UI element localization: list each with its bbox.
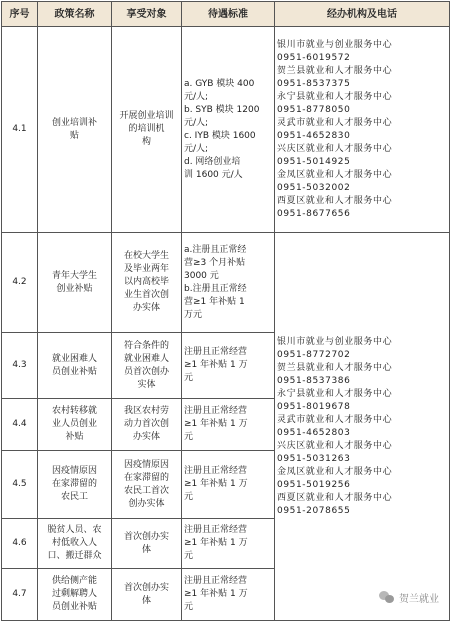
header-standard: 待遇标准 [182, 2, 275, 27]
office-contacts-shared-line: 0951-2078655 [277, 505, 351, 516]
target-group-line: 以内高校毕 [123, 277, 169, 287]
wechat-icon [379, 591, 395, 604]
policy-name [38, 569, 112, 621]
policy-name-line: 农民工 [60, 492, 88, 502]
row-number: 4.5 [2, 451, 38, 519]
header-no: 序号 [2, 2, 38, 27]
target-group-line: 开展创业培训 [119, 111, 174, 121]
office-contacts-shared-line: 0951-5031263 [277, 453, 351, 464]
subsidy-standard [182, 333, 275, 399]
subsidy-standard [182, 451, 275, 519]
target-group-line: 业生首次创 [123, 290, 169, 300]
policy-name-line: 业人员创业 [51, 419, 97, 429]
subsidy-standard-line: 3000 元 [184, 270, 219, 281]
target-group [112, 569, 182, 621]
office-contacts-line: 永宁县就业和人才服务中心 [277, 91, 393, 102]
target-group-line: 首次创办实 [123, 531, 169, 542]
office-contacts-line: 0951-8537375 [277, 78, 351, 89]
target-group-line: 及毕业两年 [123, 264, 169, 274]
target-group-line: 符合条件的 [123, 340, 169, 351]
office-contacts-shared-line: 银川市就业与创业服务中心 [277, 336, 393, 347]
subsidy-standard-line: b.注册且正常经 [184, 283, 247, 294]
office-contacts-line: 银川市就业与创业服务中心 [277, 39, 393, 50]
header-target: 享受对象 [112, 2, 182, 27]
target-group-line: 动力首次创 [123, 419, 169, 429]
subsidy-standard-line: 营≥3 个月补贴 [184, 257, 246, 268]
subsidy-standard-line: 元/人; [184, 143, 209, 154]
row-number: 4.7 [2, 569, 38, 621]
watermark [379, 590, 439, 605]
table-header-row [2, 2, 450, 27]
policy-name [38, 27, 112, 233]
target-group-line: 在校大学生 [123, 251, 169, 261]
target-group-line: 我区农村劳 [123, 406, 169, 416]
target-group-line: 员首次创办 [123, 366, 169, 377]
target-group-line: 实体 [137, 379, 156, 390]
policy-name-line: 就业困难人 [51, 353, 97, 364]
subsidy-standard-line: 元/人; [184, 91, 209, 102]
policy-name-line: 员创业补贴 [51, 602, 97, 612]
target-group [112, 27, 182, 233]
subsidy-standard-line: a.注册且正常经 [184, 244, 247, 255]
subsidy-standard [182, 399, 275, 451]
policy-name-line: 农村转移就 [51, 406, 97, 416]
office-contacts [275, 27, 450, 233]
subsidy-standard-line: 元 [184, 492, 194, 502]
office-contacts-line: 灵武市就业和人才服务中心 [277, 117, 393, 128]
target-group-line: 在家滞留的 [123, 472, 169, 483]
watermark-text: 贺兰就业 [399, 594, 439, 605]
target-group [112, 519, 182, 569]
office-contacts-shared-line: 0951-4652803 [277, 427, 351, 438]
target-group-line: 就业困难人 [123, 353, 169, 364]
policy-name [38, 451, 112, 519]
office-contacts-line: 贺兰县就业和人才服务中心 [277, 65, 393, 76]
office-contacts-shared-line: 金凤区就业和人才服务中心 [277, 466, 393, 477]
target-group-line: 首次创办实 [123, 582, 169, 593]
header-office: 经办机构及电话 [275, 2, 450, 27]
office-contacts-line: 0951-5014925 [277, 156, 351, 167]
policy-name-line: 村低收入人 [51, 538, 97, 548]
subsidy-standard-line: 元 [184, 373, 194, 383]
office-contacts-shared-line: 0951-8019678 [277, 401, 351, 412]
office-contacts-line: 0951-4652830 [277, 130, 351, 141]
policy-name [38, 399, 112, 451]
policy-name-line: 供给侧产能 [51, 576, 97, 586]
subsidy-standard-line: 元/人; [184, 117, 209, 128]
row-number: 4.2 [2, 233, 38, 333]
table-row [2, 233, 450, 333]
office-contacts-line: 0951-8677656 [277, 208, 351, 219]
policy-name-line: 创业培训补 [51, 117, 97, 128]
office-contacts-shared [275, 233, 450, 621]
subsidy-standard-line: 注册且正常经营 [184, 406, 248, 416]
office-contacts-line: 0951-5032002 [277, 182, 351, 193]
target-group [112, 399, 182, 451]
subsidy-standard-line: 元 [184, 432, 194, 442]
subsidy-standard [182, 27, 275, 233]
target-group-line: 农民工首次 [123, 485, 169, 496]
target-group-line: 办实体 [132, 432, 160, 442]
policy-name [38, 333, 112, 399]
row-number: 4.4 [2, 399, 38, 451]
policy-name-line: 员创业补贴 [51, 366, 97, 377]
table-row [2, 27, 450, 233]
target-group-line: 创办实体 [128, 498, 165, 509]
subsidy-standard-line: d. 网络创业培 [184, 156, 241, 167]
target-group-line: 体 [141, 595, 151, 606]
policy-name-line: 脱贫人员、农 [47, 525, 102, 535]
subsidy-standard [182, 569, 275, 621]
office-contacts-line: 兴庆区就业和人才服务中心 [277, 143, 393, 154]
office-contacts-shared-line: 0951-8772702 [277, 349, 351, 360]
target-group-line: 因疫情原因 [123, 459, 169, 470]
policy-name [38, 519, 112, 569]
target-group [112, 451, 182, 519]
subsidy-standard-line: 万元 [184, 309, 203, 320]
subsidy-standard-line: 训 1600 元/人 [184, 169, 243, 180]
subsidy-standard-line: 注册且正常经营 [184, 576, 248, 586]
policy-name-line: 在家滞留的 [51, 479, 97, 489]
office-contacts-shared-line: 0951-8537386 [277, 375, 351, 386]
office-contacts-line: 0951-6019572 [277, 52, 351, 63]
subsidy-standard-line: ≥1 年补贴 1 万 [184, 360, 248, 370]
office-contacts-line: 金凤区就业和人才服务中心 [277, 169, 393, 180]
target-group-line: 办实体 [132, 303, 160, 313]
target-group-line: 的培训机 [128, 124, 165, 134]
target-group [112, 333, 182, 399]
policy-name [38, 233, 112, 333]
row-number: 4.1 [2, 27, 38, 233]
subsidy-standard-line: 注册且正常经营 [184, 525, 248, 535]
office-contacts-shared-line: 兴庆区就业和人才服务中心 [277, 440, 393, 451]
subsidy-standard-line: b. SYB 模块 1200 [184, 104, 260, 115]
subsidy-standard-line: ≥1 年补贴 1 万 [184, 479, 248, 489]
policy-table [1, 1, 450, 621]
subsidy-standard [182, 519, 275, 569]
target-group-line: 体 [141, 544, 151, 555]
row-number: 4.6 [2, 519, 38, 569]
subsidy-standard-line: 注册且正常经营 [184, 466, 248, 476]
header-policy-name: 政策名称 [38, 2, 112, 27]
office-contacts-line: 0951-8778050 [277, 104, 351, 115]
policy-name-line: 青年大学生 [51, 270, 97, 281]
office-contacts-shared-line: 0951-5019256 [277, 479, 351, 490]
policy-name-line: 过剩解聘人 [51, 589, 97, 599]
target-group [112, 233, 182, 333]
policy-name-line: 创业补贴 [56, 283, 93, 294]
subsidy-standard-line: 注册且正常经营 [184, 347, 248, 357]
subsidy-standard-line: 营≥1 年补贴 1 [184, 296, 245, 307]
policy-name-line: 贴 [69, 130, 79, 141]
subsidy-standard-line: ≥1 年补贴 1 万 [184, 419, 248, 429]
policy-name-line: 口、搬迁群众 [47, 551, 102, 561]
subsidy-standard-line: ≥1 年补贴 1 万 [184, 589, 248, 599]
target-group-line: 构 [141, 137, 151, 147]
row-number: 4.3 [2, 333, 38, 399]
office-contacts-shared-line: 贺兰县就业和人才服务中心 [277, 362, 393, 373]
office-contacts-shared-line: 西夏区就业和人才服务中心 [277, 492, 393, 503]
policy-name-line: 因疫情原因 [51, 466, 97, 476]
subsidy-standard-line: 元 [184, 602, 194, 612]
subsidy-standard-line: ≥1 年补贴 1 万 [184, 538, 248, 548]
subsidy-standard-line: a. GYB 模块 400 [184, 78, 255, 89]
subsidy-standard [182, 233, 275, 333]
office-contacts-shared-line: 灵武市就业和人才服务中心 [277, 414, 393, 425]
office-contacts-line: 西夏区就业和人才服务中心 [277, 195, 393, 206]
subsidy-standard-line: c. IYB 模块 1600 [184, 130, 256, 141]
policy-name-line: 补贴 [65, 432, 84, 442]
subsidy-standard-line: 元 [184, 551, 194, 561]
office-contacts-shared-line: 永宁县就业和人才服务中心 [277, 388, 393, 399]
